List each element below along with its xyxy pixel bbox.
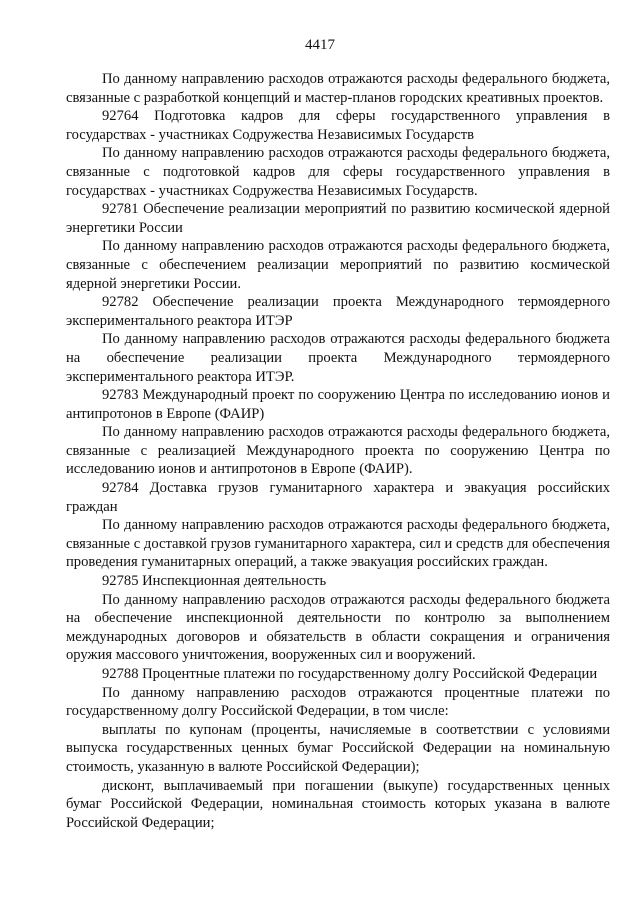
paragraph: По данному направлению расходов отражаются процентные платежи по государственному долгу Российской Федерации, в том числе: [66, 684, 610, 720]
section-heading-92784: 92784 Доставка грузов гуманитарного характера и эвакуация российских граждан [66, 480, 610, 515]
paragraph: По данному направлению расходов отражаются расходы федерального бюджета, связанные с подготовкой кадров для сферы государственного управления в государствах - участниках Содружества Независимых Государств. [66, 145, 610, 199]
section-heading-92788: 92788 Процентные платежи по государственному долгу Российской Федерации [102, 666, 598, 682]
paragraph: По данному направлению расходов отражаются расходы федерального бюджета на обеспечение инспекционной деятельности по контролю за выполнением международных договоров и обязательств в области сокращения и ограничения оружия массового уничтожения, вооруженных сил и вооружений. [66, 591, 610, 664]
paragraph: По данному направлению расходов отражаются расходы федерального бюджета на обеспечение реализации проекта Международного термоядерного экспериментального реактора ИТЭР. [66, 331, 610, 385]
list-item: выплаты по купонам (проценты, начисляемые в соответствии с условиями выпуска государственных ценных бумаг Российской Федерации на номинальную стоимость, указанную в валюте Российской Федерации); [66, 721, 610, 775]
paragraph: По данному направлению расходов отражаются расходы федерального бюджета, связанные с обеспечением реализации мероприятий по развитию космической ядерной энергетики России. [66, 238, 610, 292]
section-heading-92782: 92782 Обеспечение реализации проекта Международного термоядерного экспериментального реактора ИТЭР [66, 294, 610, 329]
section-heading-92785: 92785 Инспекционная деятельность [102, 573, 327, 590]
paragraph: По данному направлению расходов отражаются расходы федерального бюджета, связанные с разработкой концепций и мастер-планов городских креативных проектов. [66, 71, 610, 106]
section-heading-92783: 92783 Международный проект по сооружению Центра по исследованию ионов и антипротонов в Европе (ФАИР) [66, 387, 610, 422]
paragraph: По данному направлению расходов отражаются расходы федерального бюджета, связанные с реализацией Международного проекта по сооружению Центра по исследованию ионов и антипротонов в Европе (ФАИР). [66, 424, 610, 478]
list-item: дисконт, выплачиваемый при погашении (выкупе) государственных ценных бумаг Российской Федерации, номинальная стоимость которых указана в валюте Российской Федерации; [66, 777, 610, 831]
document-body [66, 70, 610, 832]
section-heading-92781: 92781 Обеспечение реализации мероприятий по развитию космической ядерной энергетики России [66, 201, 610, 236]
paragraph: По данному направлению расходов отражаются расходы федерального бюджета, связанные с доставкой грузов гуманитарного характера, сил и средств для обеспечения проведения гуманитарных операций, а также эвакуация российских граждан. [66, 517, 610, 571]
page-number: 4417 [305, 37, 335, 53]
section-heading-92764: 92764 Подготовка кадров для сферы государственного управления в государствах - участниках Содружества Независимых Государств [66, 108, 610, 143]
